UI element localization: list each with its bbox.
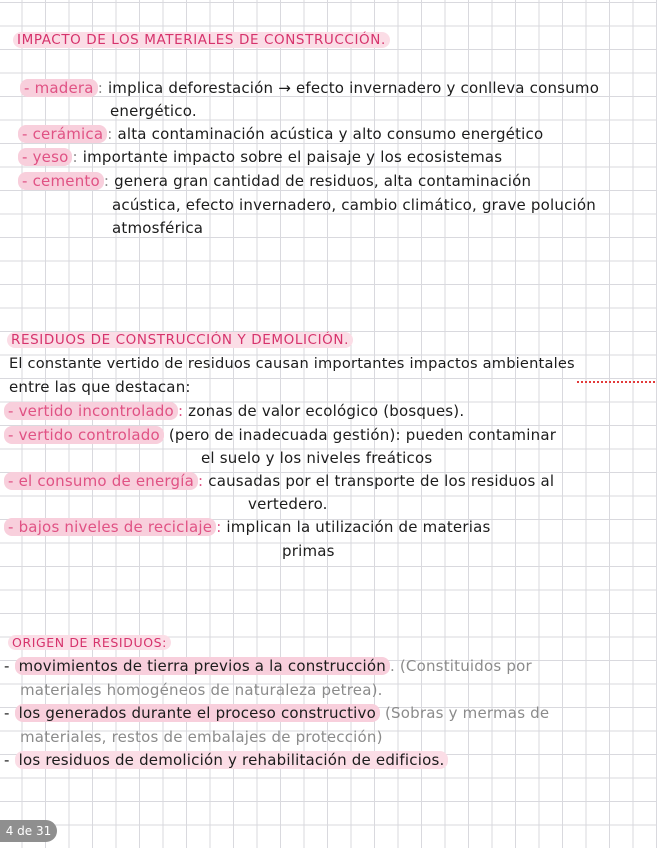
term-bajos-niveles-reciclaje: - bajos niveles de reciclaje [4, 518, 216, 536]
origin-note-1a: . (Constituidos por [389, 657, 532, 675]
origin-main-1: movimientos de tierra previos a la construcción [15, 657, 390, 675]
list-item [4, 517, 491, 537]
list-item [4, 471, 554, 491]
intro-line-2: entre las que destacan: [9, 378, 191, 396]
desc-vertido-controlado-1: (pero de inadecuada gestión): pueden contaminar [168, 426, 557, 444]
bullet-dash: - [4, 704, 10, 722]
separator: : [177, 402, 184, 420]
desc-madera-2: energético. [110, 102, 197, 120]
list-item [4, 750, 448, 770]
section-title-materiales: IMPACTO DE LOS MATERIALES DE CONSTRUCCIÓN. [13, 32, 390, 48]
origin-main-2: los generados durante el proceso constructivo [15, 704, 380, 722]
term-consumo-energia: - el consumo de energía [4, 472, 198, 490]
term-vertido-incontrolado: - vertido incontrolado [4, 402, 178, 420]
page-indicator: 4 de 31 [0, 820, 57, 842]
origin-note-1b: materiales homogéneos de naturaleza petrea). [20, 681, 383, 699]
section-title-residuos: RESIDUOS DE CONSTRUCCIÓN Y DEMOLICIÓN. [7, 332, 353, 348]
term-vertido-controlado: - vertido controlado [4, 426, 164, 444]
separator: : [72, 148, 78, 166]
list-item [20, 78, 599, 98]
separator: : [103, 172, 110, 190]
list-item [18, 171, 531, 191]
desc-consumo-energia-1: causadas por el transporte de los residuos al [208, 472, 555, 490]
origin-note-2b: materiales, restos de embalajes de protección) [20, 728, 383, 746]
term-yeso: - yeso [18, 148, 72, 166]
bullet-dash: - [4, 751, 10, 769]
separator: : [216, 518, 222, 536]
term-cemento: - cemento [18, 172, 104, 190]
section-title-origen: ORIGEN DE RESIDUOS: [8, 635, 171, 650]
desc-reciclaje-1: implican la utilización de materias [226, 518, 491, 536]
desc-yeso: importante impacto sobre el paisaje y los ecosistemas [82, 148, 503, 166]
list-item [4, 656, 532, 676]
desc-vertido-incontrolado: zonas de valor ecológico (bosques). [188, 402, 465, 420]
term-madera: - madera [20, 79, 98, 97]
list-item [18, 124, 543, 144]
desc-vertido-controlado-2: el suelo y los niveles freáticos [201, 449, 433, 467]
spellcheck-underline [577, 381, 655, 383]
desc-cemento-3: atmosférica [112, 219, 204, 237]
separator: : [107, 125, 113, 143]
list-item [4, 703, 549, 723]
desc-cemento-1: genera gran cantidad de residuos, alta contaminación [114, 172, 532, 190]
origin-main-3: los residuos de demolición y rehabilitación de edificios. [15, 751, 449, 769]
list-item [4, 425, 556, 445]
list-item [4, 401, 464, 421]
separator: : [97, 79, 103, 97]
intro-line-1: El constante vertido de residuos causan importantes impactos ambientales [9, 355, 575, 372]
separator: : [198, 472, 204, 490]
desc-ceramica: alta contaminación acústica y alto consumo energético [117, 125, 544, 143]
desc-reciclaje-2: primas [282, 542, 335, 560]
desc-consumo-energia-2: vertedero. [248, 495, 328, 513]
origin-note-2a: (Sobras y mermas de [384, 704, 550, 722]
desc-madera-1: implica deforestación → efecto invernadero y conlleva consumo [107, 79, 600, 97]
list-item [18, 147, 502, 167]
term-ceramica: - cerámica [18, 125, 107, 143]
bullet-dash: - [4, 657, 10, 675]
desc-cemento-2: acústica, efecto invernadero, cambio climático, grave polución [112, 196, 596, 214]
